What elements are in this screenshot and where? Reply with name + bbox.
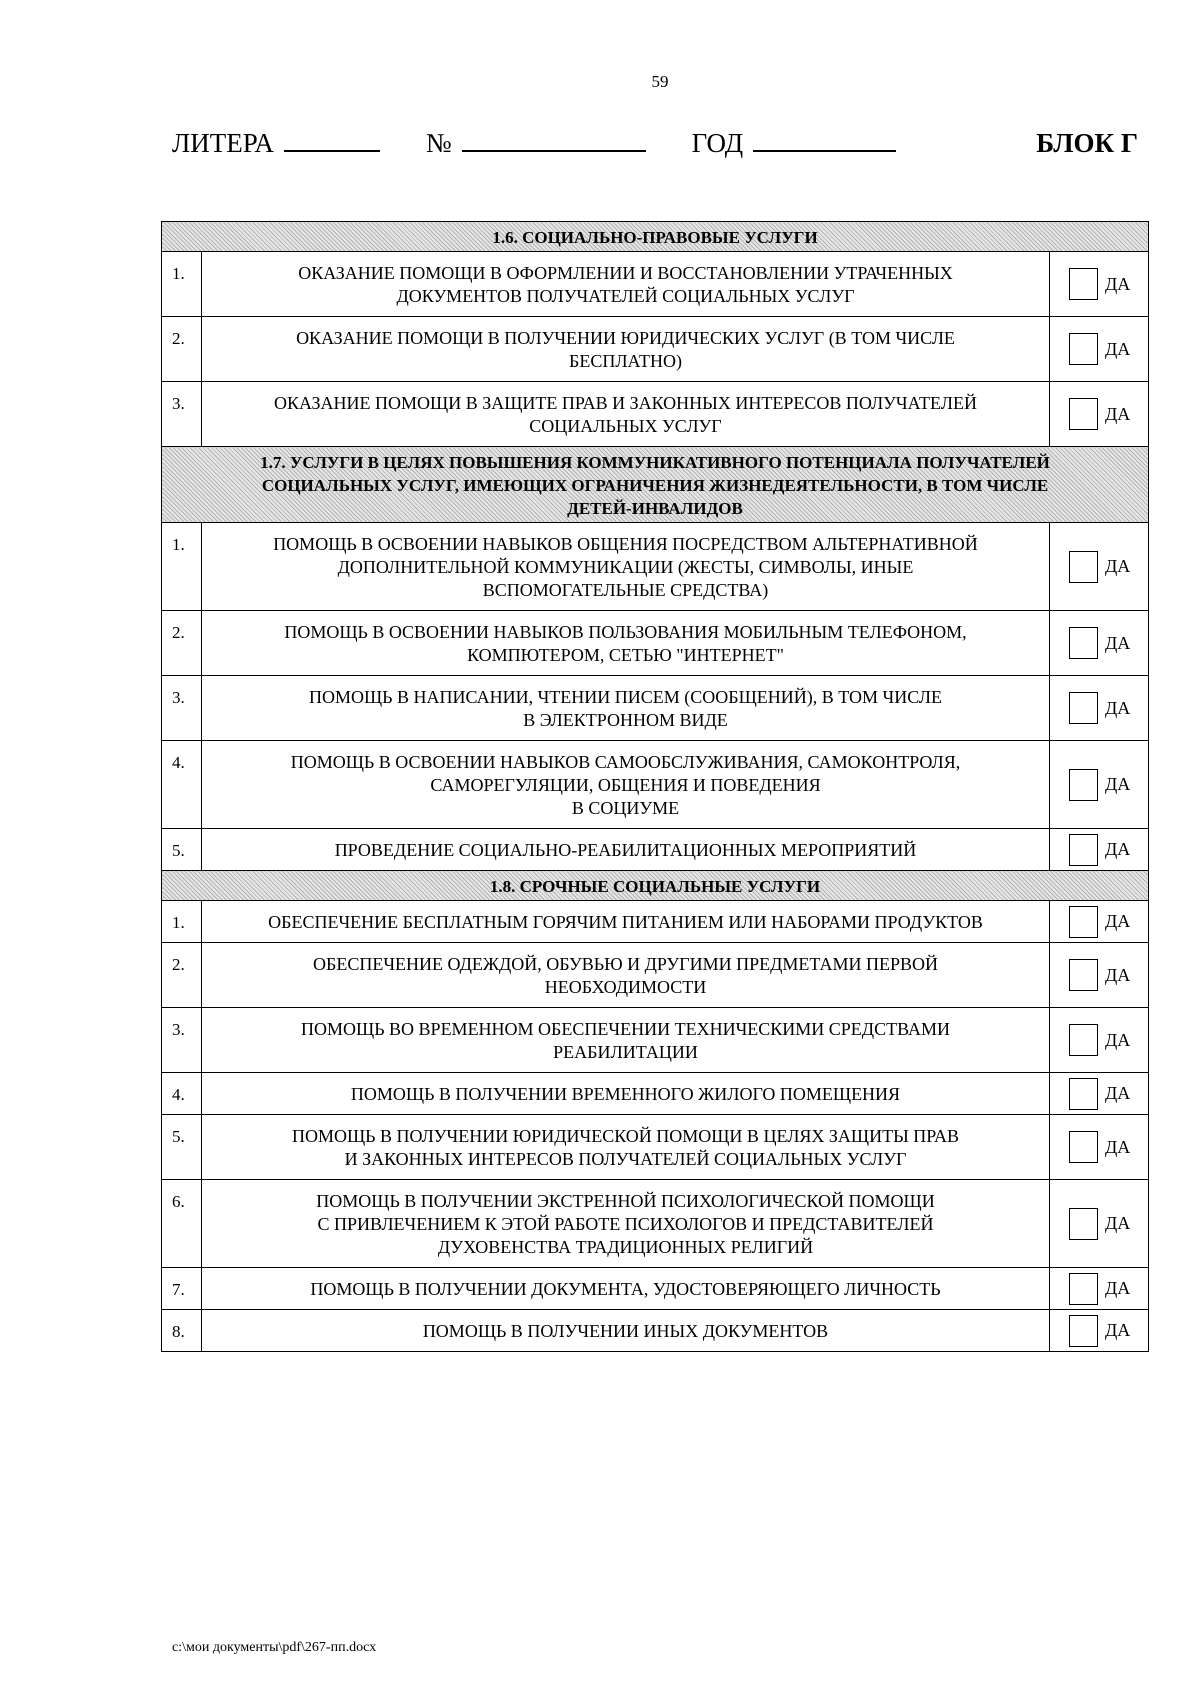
yes-checkbox[interactable] — [1069, 333, 1098, 365]
yes-cell — [1050, 611, 1149, 676]
service-description — [202, 1073, 1050, 1115]
yes-label: ДА — [1105, 839, 1131, 859]
service-description-line: ПОМОЩЬ В НАПИСАНИИ, ЧТЕНИИ ПИСЕМ (СООБЩЕНИЙ), В ТОМ ЧИСЛЕ — [309, 687, 942, 707]
row-number: 3. — [162, 382, 202, 447]
service-row — [162, 943, 1149, 1008]
yes-label: ДА — [1105, 338, 1131, 359]
service-description-line: САМОРЕГУЛЯЦИИ, ОБЩЕНИЯ И ПОВЕДЕНИЯ — [430, 775, 821, 795]
yes-label: ДА — [1105, 964, 1131, 985]
form-header — [172, 128, 1138, 159]
yes-option — [1050, 959, 1148, 991]
yes-option — [1050, 1315, 1148, 1347]
row-number: 5. — [162, 829, 202, 871]
service-description-line: В СОЦИУМЕ — [571, 798, 680, 818]
service-description-line: ПОМОЩЬ В ОСВОЕНИИ НАВЫКОВ ОБЩЕНИЯ ПОСРЕДСТВОМ АЛЬТЕРНАТИВНОЙ — [273, 534, 978, 554]
yes-checkbox[interactable] — [1069, 1024, 1098, 1056]
yes-checkbox[interactable] — [1069, 398, 1098, 430]
yes-checkbox[interactable] — [1069, 551, 1098, 583]
service-description — [202, 1268, 1050, 1310]
footer-file-path: c:\мои документы\pdf\267-пп.docx — [172, 1640, 377, 1655]
service-description-line: БЕСПЛАТНО) — [569, 351, 682, 371]
year-blank[interactable] — [753, 130, 896, 152]
service-description — [202, 1310, 1050, 1352]
section-title — [162, 871, 1149, 901]
yes-option — [1050, 769, 1148, 801]
row-number: 1. — [162, 252, 202, 317]
yes-cell — [1050, 382, 1149, 447]
litera-blank[interactable] — [284, 130, 380, 152]
row-number: 2. — [162, 317, 202, 382]
yes-checkbox[interactable] — [1069, 1273, 1098, 1305]
yes-cell — [1050, 317, 1149, 382]
service-description-line: НЕОБХОДИМОСТИ — [544, 977, 707, 997]
yes-checkbox[interactable] — [1069, 692, 1098, 724]
yes-label: ДА — [1105, 1213, 1131, 1233]
page-number: 59 — [651, 72, 669, 91]
section-title-line: 1.7. УСЛУГИ В ЦЕЛЯХ ПОВЫШЕНИЯ КОММУНИКАТИВНОГО ПОТЕНЦИАЛА ПОЛУЧАТЕЛЕЙ — [260, 453, 1050, 472]
service-description-line: КОМПЮТЕРОМ, СЕТЬЮ "ИНТЕРНЕТ" — [467, 645, 784, 665]
service-description — [202, 741, 1050, 829]
service-description-line: ДОКУМЕНТОВ ПОЛУЧАТЕЛЕЙ СОЦИАЛЬНЫХ УСЛУГ — [396, 286, 855, 306]
yes-option — [1050, 1078, 1148, 1110]
row-number: 5. — [162, 1115, 202, 1180]
service-row — [162, 1073, 1149, 1115]
service-description-line: СОЦИАЛЬНЫХ УСЛУГ — [529, 416, 722, 436]
yes-checkbox[interactable] — [1069, 627, 1098, 659]
yes-checkbox[interactable] — [1069, 1315, 1098, 1347]
service-description-line: ОБЕСПЕЧЕНИЕ БЕСПЛАТНЫМ ГОРЯЧИМ ПИТАНИЕМ ИЛИ НАБОРАМИ ПРОДУКТОВ — [268, 912, 983, 932]
yes-label: ДА — [1105, 1278, 1131, 1298]
yes-cell — [1050, 676, 1149, 741]
row-number: 2. — [162, 611, 202, 676]
yes-checkbox[interactable] — [1069, 268, 1098, 300]
yes-label: ДА — [1105, 632, 1131, 653]
section-title-line: СОЦИАЛЬНЫХ УСЛУГ, ИМЕЮЩИХ ОГРАНИЧЕНИЯ ЖИЗНЕДЕЯТЕЛЬНОСТИ, В ТОМ ЧИСЛЕ — [261, 476, 1049, 495]
yes-cell — [1050, 1008, 1149, 1073]
service-row — [162, 1268, 1149, 1310]
service-description-line: ДУХОВЕНСТВА ТРАДИЦИОННЫХ РЕЛИГИЙ — [437, 1237, 814, 1257]
yes-label: ДА — [1105, 1029, 1131, 1050]
yes-option — [1050, 268, 1148, 300]
yes-checkbox[interactable] — [1069, 834, 1098, 866]
row-number: 4. — [162, 741, 202, 829]
service-row — [162, 901, 1149, 943]
service-description-line: В ЭЛЕКТРОННОМ ВИДЕ — [523, 710, 728, 730]
row-number: 3. — [162, 676, 202, 741]
service-description-line: С ПРИВЛЕЧЕНИЕМ К ЭТОЙ РАБОТЕ ПСИХОЛОГОВ И ПРЕДСТАВИТЕЛЕЙ — [317, 1214, 934, 1234]
service-description-line: ПОМОЩЬ В ПОЛУЧЕНИИ ЭКСТРЕННОЙ ПСИХОЛОГИЧЕСКОЙ ПОМОЩИ — [316, 1191, 935, 1211]
yes-cell — [1050, 1268, 1149, 1310]
service-description-line: ПОМОЩЬ В ПОЛУЧЕНИИ ВРЕМЕННОГО ЖИЛОГО ПОМЕЩЕНИЯ — [350, 1084, 901, 1104]
service-description-line: ОКАЗАНИЕ ПОМОЩИ В ПОЛУЧЕНИИ ЮРИДИЧЕСКИХ УСЛУГ (В ТОМ ЧИСЛЕ — [296, 328, 955, 348]
yes-option — [1050, 1208, 1148, 1240]
service-description — [202, 523, 1050, 611]
service-description-line: ОБЕСПЕЧЕНИЕ ОДЕЖДОЙ, ОБУВЬЮ И ДРУГИМИ ПРЕДМЕТАМИ ПЕРВОЙ — [313, 954, 938, 974]
yes-label: ДА — [1105, 403, 1131, 424]
yes-label: ДА — [1105, 1320, 1131, 1340]
row-number: 2. — [162, 943, 202, 1008]
year-label: ГОД — [691, 128, 744, 158]
service-row — [162, 1115, 1149, 1180]
yes-label: ДА — [1105, 556, 1131, 576]
service-row — [162, 676, 1149, 741]
section-header — [162, 222, 1149, 252]
yes-cell — [1050, 1115, 1149, 1180]
service-row — [162, 252, 1149, 317]
section-header — [162, 447, 1149, 523]
service-description-line: ОКАЗАНИЕ ПОМОЩИ В ОФОРМЛЕНИИ И ВОССТАНОВЛЕНИИ УТРАЧЕННЫХ — [298, 263, 953, 283]
yes-checkbox[interactable] — [1069, 1131, 1098, 1163]
service-description-line: ПОМОЩЬ В ПОЛУЧЕНИИ ИНЫХ ДОКУМЕНТОВ — [422, 1321, 829, 1341]
yes-cell — [1050, 741, 1149, 829]
service-row — [162, 1180, 1149, 1268]
services-table — [161, 221, 1149, 1352]
yes-checkbox[interactable] — [1069, 1078, 1098, 1110]
yes-label: ДА — [1105, 911, 1131, 931]
service-description-line: И ЗАКОННЫХ ИНТЕРЕСОВ ПОЛУЧАТЕЛЕЙ СОЦИАЛЬНЫХ УСЛУГ — [344, 1149, 907, 1169]
section-title — [162, 447, 1149, 523]
service-description-line: ОКАЗАНИЕ ПОМОЩИ В ЗАЩИТЕ ПРАВ И ЗАКОННЫХ ИНТЕРЕСОВ ПОЛУЧАТЕЛЕЙ — [273, 393, 977, 413]
yes-cell — [1050, 1073, 1149, 1115]
yes-cell — [1050, 1310, 1149, 1352]
service-description — [202, 901, 1050, 943]
yes-label: ДА — [1105, 1136, 1131, 1157]
yes-option — [1050, 551, 1148, 583]
service-description-line: ПОМОЩЬ В ОСВОЕНИИ НАВЫКОВ ПОЛЬЗОВАНИЯ МОБИЛЬНЫМ ТЕЛЕФОНОМ, — [284, 622, 967, 642]
service-row — [162, 523, 1149, 611]
yes-label: ДА — [1105, 1083, 1131, 1103]
yes-option — [1050, 398, 1148, 430]
service-row — [162, 611, 1149, 676]
row-number: 6. — [162, 1180, 202, 1268]
service-row — [162, 741, 1149, 829]
service-row — [162, 829, 1149, 871]
section-title — [162, 222, 1149, 252]
yes-cell — [1050, 901, 1149, 943]
block-label: БЛОК Г — [1036, 128, 1138, 158]
service-description-line: ВСПОМОГАТЕЛЬНЫЕ СРЕДСТВА) — [482, 580, 769, 600]
yes-checkbox[interactable] — [1069, 1208, 1098, 1240]
yes-option — [1050, 906, 1148, 938]
yes-label: ДА — [1105, 273, 1131, 294]
service-description-line: РЕАБИЛИТАЦИИ — [553, 1042, 698, 1062]
yes-checkbox[interactable] — [1069, 906, 1098, 938]
yes-checkbox[interactable] — [1069, 769, 1098, 801]
service-description-line: ПРОВЕДЕНИЕ СОЦИАЛЬНО-РЕАБИЛИТАЦИОННЫХ МЕРОПРИЯТИЙ — [334, 840, 917, 860]
yes-option — [1050, 1024, 1148, 1056]
yes-option — [1050, 1273, 1148, 1305]
yes-option — [1050, 692, 1148, 724]
row-number: 7. — [162, 1268, 202, 1310]
section-title-line: ДЕТЕЙ-ИНВАЛИДОВ — [567, 499, 743, 518]
row-number: 1. — [162, 901, 202, 943]
number-field — [426, 128, 646, 159]
service-description — [202, 943, 1050, 1008]
service-description-line: ПОМОЩЬ В ПОЛУЧЕНИИ ЮРИДИЧЕСКОЙ ПОМОЩИ В ЦЕЛЯХ ЗАЩИТЫ ПРАВ — [291, 1126, 959, 1146]
yes-checkbox[interactable] — [1069, 959, 1098, 991]
litera-field — [172, 128, 380, 159]
section-header — [162, 871, 1149, 901]
section-title-line: 1.8. СРОЧНЫЕ СОЦИАЛЬНЫЕ УСЛУГИ — [489, 877, 821, 896]
service-description-line: ДОПОЛНИТЕЛЬНОЙ КОММУНИКАЦИИ (ЖЕСТЫ, СИМВОЛЫ, ИНЫЕ — [337, 557, 914, 577]
yes-cell — [1050, 523, 1149, 611]
row-number: 1. — [162, 523, 202, 611]
service-row — [162, 1310, 1149, 1352]
yes-cell — [1050, 1180, 1149, 1268]
yes-option — [1050, 333, 1148, 365]
service-description-line: ПОМОЩЬ ВО ВРЕМЕННОМ ОБЕСПЕЧЕНИИ ТЕХНИЧЕСКИМИ СРЕДСТВАМИ — [301, 1019, 950, 1039]
yes-option — [1050, 1131, 1148, 1163]
service-description — [202, 252, 1050, 317]
yes-cell — [1050, 943, 1149, 1008]
service-description — [202, 829, 1050, 871]
litera-label: ЛИТЕРА — [172, 128, 274, 158]
service-description — [202, 676, 1050, 741]
service-row — [162, 382, 1149, 447]
service-description — [202, 611, 1050, 676]
yes-cell — [1050, 829, 1149, 871]
service-description — [202, 317, 1050, 382]
service-description — [202, 382, 1050, 447]
service-row — [162, 317, 1149, 382]
yes-label: ДА — [1105, 697, 1131, 718]
service-row — [162, 1008, 1149, 1073]
yes-label: ДА — [1105, 774, 1131, 794]
number-blank[interactable] — [462, 130, 646, 152]
number-label: № — [425, 128, 452, 158]
yes-cell — [1050, 252, 1149, 317]
service-description-line: ПОМОЩЬ В ОСВОЕНИИ НАВЫКОВ САМООБСЛУЖИВАНИЯ, САМОКОНТРОЛЯ, — [290, 752, 961, 772]
yes-option — [1050, 834, 1148, 866]
yes-option — [1050, 627, 1148, 659]
service-description-line: ПОМОЩЬ В ПОЛУЧЕНИИ ДОКУМЕНТА, УДОСТОВЕРЯЮЩЕГО ЛИЧНОСТЬ — [310, 1279, 941, 1299]
service-description — [202, 1115, 1050, 1180]
row-number: 4. — [162, 1073, 202, 1115]
service-description — [202, 1008, 1050, 1073]
row-number: 8. — [162, 1310, 202, 1352]
service-description — [202, 1180, 1050, 1268]
year-field — [692, 128, 897, 159]
row-number: 3. — [162, 1008, 202, 1073]
section-title-line: 1.6. СОЦИАЛЬНО-ПРАВОВЫЕ УСЛУГИ — [492, 228, 818, 247]
